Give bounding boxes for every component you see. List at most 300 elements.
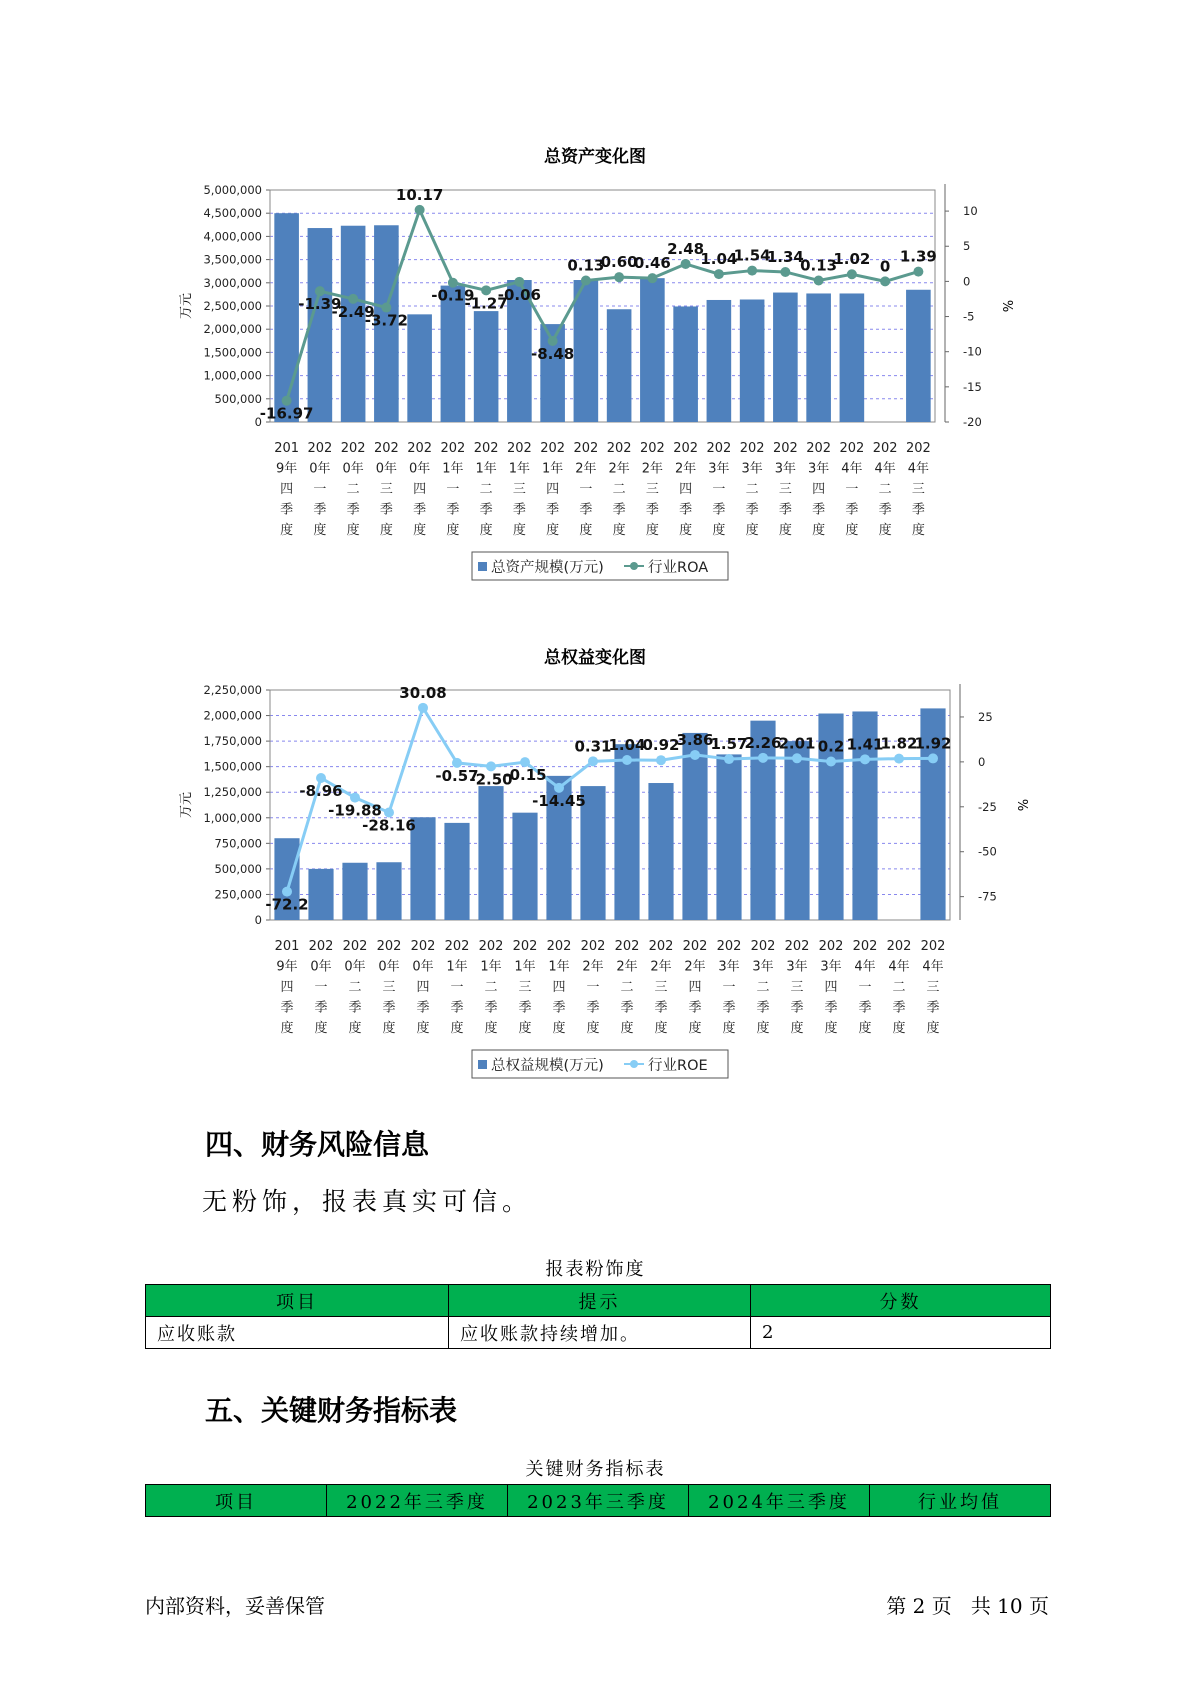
indicator-table-caption: 关键财务指标表 [525,1459,666,1480]
line-point [622,755,632,765]
y2-tick-label: -15 [963,379,982,394]
data-label: -3.72 [364,311,408,330]
x-tick-label: 1年 [541,461,564,477]
bar [784,741,809,920]
x-tick-label: 202 [886,939,912,954]
x-tick-label: 季 [712,502,726,518]
x-tick-label: 3年 [708,461,730,477]
line-point [656,755,666,765]
x-tick-label: 三 [790,980,804,995]
y-tick-label: 250,000 [214,887,262,902]
x-tick-label: 202 [308,939,334,954]
data-label: -2.50 [469,770,513,789]
x-tick-label: 2年 [616,959,638,975]
x-tick-label: 三 [379,482,393,497]
y2-tick-label: -25 [978,799,997,814]
data-label: -0.15 [503,766,547,785]
x-tick-label: 202 [373,441,399,456]
x-tick-label: 2年 [582,959,604,975]
line-point [614,272,624,282]
x-tick-label: 9年 [276,959,298,975]
x-tick-label: 202 [546,939,572,954]
indicator-table-header: 2023年三季度 [508,1485,689,1517]
x-tick-label: 季 [878,502,892,518]
x-tick-label: 202 [784,939,810,954]
x-tick-label: 三 [911,482,925,497]
y-tick-label: 500,000 [214,391,262,406]
x-tick-label: 一 [712,482,726,497]
x-tick-label: 一 [314,980,328,995]
x-tick-label: 季 [479,502,493,518]
x-tick-label: 1年 [508,461,531,477]
bar [444,823,469,920]
x-tick-label: 度 [858,1021,872,1036]
y-axis-label: 万元 [179,791,194,819]
y2-tick-label: 0 [978,754,986,769]
x-tick-label: 三 [926,980,940,995]
y2-tick-label: -50 [978,844,997,859]
legend-line-marker [630,1060,638,1068]
x-tick-label: 季 [512,502,526,518]
y-tick-label: 2,500,000 [203,299,262,313]
y-tick-label: 1,500,000 [203,759,262,774]
y-tick-label: 500,000 [214,861,262,876]
bar [474,311,499,422]
line-point [826,757,836,767]
x-tick-label: 度 [911,523,925,538]
x-tick-label: 三 [518,980,532,995]
x-tick-label: 度 [756,1021,770,1036]
x-tick-label: 一 [450,980,464,995]
data-label: -72.2 [265,895,309,914]
indicator-table-header-row [146,1485,1051,1517]
x-tick-label: 四 [546,482,560,497]
x-tick-label: 2年 [650,959,672,975]
x-tick-label: 202 [673,441,699,456]
x-tick-label: 1年 [442,461,464,477]
total-equity-chart-svg [0,640,1191,1100]
data-label: -8.48 [531,345,575,364]
line-point [747,266,757,276]
x-tick-label: 202 [920,939,946,954]
bar [574,280,599,422]
data-label: 2.26 [744,733,782,752]
x-tick-label: 度 [612,523,626,538]
y-tick-label: 3,000,000 [203,275,262,290]
x-tick-label: 度 [579,523,593,538]
x-tick-label: 202 [580,939,606,954]
x-tick-label: 一 [579,482,593,497]
bar [640,278,665,422]
x-tick-label: 0年 [412,959,434,975]
x-tick-label: 四 [824,980,838,995]
footer-page-number: 第 2 页 共 10 页 [886,1594,1049,1618]
data-label: 2.48 [667,239,705,258]
x-tick-label: 1年 [548,959,570,975]
x-tick-label: 一 [586,980,600,995]
x-tick-label: 202 [905,441,931,456]
data-label: -14.45 [532,791,586,810]
y2-tick-label: -5 [963,309,975,324]
legend-line-marker [630,562,638,570]
x-tick-label: 季 [679,502,693,518]
x-tick-label: 季 [546,502,560,518]
x-tick-label: 201 [274,441,300,456]
line-point [814,275,824,285]
data-label: 0.92 [642,736,680,755]
line-point [894,754,904,764]
x-tick-label: 季 [845,502,859,518]
x-tick-label: 0年 [378,959,400,975]
x-tick-label: 202 [512,939,538,954]
y-tick-label: 2,000,000 [203,708,262,723]
x-tick-label: 季 [484,1000,498,1016]
x-tick-label: 3年 [786,959,808,975]
x-tick-label: 四 [413,482,427,497]
x-tick-label: 202 [376,939,402,954]
y-tick-label: 2,000,000 [203,322,262,337]
x-tick-label: 202 [818,939,844,954]
line-point [588,756,598,766]
legend-bar-swatch [478,562,487,571]
line-point [847,269,857,279]
x-tick-label: 2年 [575,461,597,477]
bar [274,213,299,422]
y2-tick-label: 10 [963,204,978,219]
y2-tick-label: -10 [963,344,982,359]
x-tick-label: 202 [639,441,665,456]
x-tick-label: 度 [679,523,693,538]
x-tick-label: 度 [712,523,726,538]
x-tick-label: 度 [546,523,560,538]
section4-heading: 四、财务风险信息 [205,1128,430,1161]
x-tick-label: 202 [682,939,708,954]
legend-line-label: 行业ROE [648,1058,708,1074]
line-point [581,275,591,285]
x-tick-label: 季 [620,1000,634,1016]
x-tick-label: 4年 [854,959,876,975]
total-assets-chart [0,140,1191,600]
data-label: -0.57 [435,766,479,785]
x-tick-label: 202 [444,939,470,954]
line-point [647,273,657,283]
line-point [418,703,428,713]
line-point [780,267,790,277]
x-tick-label: 三 [654,980,668,995]
bar [478,786,503,920]
x-tick-label: 度 [416,1021,430,1036]
y-tick-label: 4,000,000 [203,229,262,244]
x-tick-label: 202 [407,441,433,456]
x-tick-label: 3年 [741,461,763,477]
indicator-table-header: 项目 [146,1485,327,1517]
x-tick-label: 季 [926,1000,940,1016]
total-equity-chart [0,640,1191,1100]
risk-table-cell: 应收账款 [146,1317,449,1349]
line-point [758,753,768,763]
y-tick-label: 1,500,000 [203,345,262,360]
bar [308,228,333,422]
y-axis-label: 万元 [179,292,194,320]
x-tick-label: 202 [606,441,632,456]
data-label: 1.34 [766,247,804,266]
data-label: -0.19 [431,286,475,305]
x-tick-label: 四 [280,980,294,995]
risk-table [145,1284,1051,1349]
x-tick-label: 度 [450,1021,464,1036]
data-label: 0.60 [600,253,638,272]
section5-heading: 五、关键财务指标表 [205,1394,458,1427]
indicator-table-header: 2024年三季度 [689,1485,870,1517]
x-tick-label: 四 [679,482,693,497]
y-tick-label: 1,000,000 [203,368,262,383]
x-tick-label: 二 [620,980,634,995]
x-tick-label: 202 [872,441,898,456]
x-tick-label: 202 [440,441,466,456]
x-tick-label: 202 [750,939,776,954]
x-tick-label: 度 [314,1021,328,1036]
x-tick-label: 度 [479,523,493,538]
x-tick-label: 度 [512,523,526,538]
risk-table-header: 项目 [146,1285,449,1317]
x-tick-label: 度 [654,1021,668,1036]
table-row [146,1317,1051,1349]
y2-tick-label: -20 [963,415,982,429]
data-label: -1.39 [298,295,342,314]
x-tick-label: 季 [756,1000,770,1016]
x-tick-label: 季 [416,1000,430,1016]
bar [840,293,865,422]
x-tick-label: 季 [518,1000,532,1016]
x-tick-label: 1年 [475,461,497,477]
data-label: 0 [879,257,891,276]
line-point [928,753,938,763]
data-label: 0.2 [817,737,845,756]
x-tick-label: 202 [573,441,599,456]
x-tick-label: 季 [745,502,759,518]
x-tick-label: 季 [654,1000,668,1016]
data-label: 2.01 [778,734,816,753]
x-tick-label: 季 [579,502,593,518]
x-tick-label: 202 [473,441,499,456]
data-label: -8.96 [299,781,343,800]
x-tick-label: 3年 [752,959,774,975]
bar [407,314,432,422]
bar [512,813,537,920]
data-label: 1.82 [880,734,918,753]
x-tick-label: 度 [790,1021,804,1036]
x-tick-label: 季 [612,502,626,518]
y2-axis-label: % [999,299,1014,313]
x-tick-label: 季 [688,1000,702,1016]
x-tick-label: 季 [645,502,659,518]
bar [607,309,632,422]
bar [376,862,401,920]
x-tick-label: 2年 [674,461,697,477]
x-tick-label: 季 [586,1000,600,1016]
x-tick-label: 202 [307,441,333,456]
data-label: 1.41 [846,735,884,754]
line-point [714,269,724,279]
x-tick-label: 202 [716,939,742,954]
data-label: 0.13 [567,256,605,275]
x-tick-label: 三 [778,482,792,497]
legend-bar-label: 总权益规模(万元) [491,1058,604,1074]
x-tick-label: 四 [552,980,566,995]
risk-table-caption: 报表粉饰度 [545,1259,646,1280]
data-label: 1.04 [700,250,738,269]
x-tick-label: 四 [812,482,826,497]
x-tick-label: 季 [280,502,294,518]
y2-tick-label: 5 [963,239,971,254]
bar [716,754,741,920]
x-tick-label: 4年 [888,959,910,975]
x-tick-label: 度 [518,1021,532,1036]
data-label: 1.92 [914,734,952,753]
x-tick-label: 季 [824,1000,838,1016]
x-tick-label: 季 [450,1000,464,1016]
data-label: 1.04 [608,736,646,755]
bar [673,306,698,422]
x-tick-label: 季 [858,1000,872,1016]
x-tick-label: 三 [382,980,396,995]
y-tick-label: 2,250,000 [203,683,262,697]
data-label: 1.02 [833,250,871,269]
x-tick-label: 一 [845,482,859,497]
x-tick-label: 度 [824,1021,838,1036]
x-tick-label: 度 [484,1021,498,1036]
x-tick-label: 3年 [718,959,740,975]
y2-tick-label: 25 [978,709,993,724]
x-tick-label: 4年 [922,959,944,975]
x-tick-label: 季 [379,502,393,518]
bar [342,863,367,920]
chart-title: 总权益变化图 [544,648,646,668]
y-tick-label: 4,500,000 [203,206,262,221]
data-label: -16.97 [259,404,314,423]
x-tick-label: 3年 [820,959,842,975]
x-tick-label: 202 [540,441,566,456]
x-tick-label: 一 [446,482,460,497]
line-point [415,205,425,215]
x-tick-label: 三 [512,482,526,497]
x-tick-label: 季 [382,1000,396,1016]
x-tick-label: 度 [346,523,360,538]
x-tick-label: 季 [892,1000,906,1016]
x-tick-label: 四 [416,980,430,995]
x-tick-label: 1年 [480,959,502,975]
bar [648,783,673,920]
x-tick-label: 2年 [641,461,664,477]
x-tick-label: 3年 [774,461,797,477]
bar [740,300,765,422]
x-tick-label: 度 [280,1021,294,1036]
x-tick-label: 季 [790,1000,804,1016]
x-tick-label: 202 [806,441,832,456]
x-tick-label: 度 [280,523,294,538]
x-tick-label: 度 [812,523,826,538]
x-tick-label: 二 [612,482,626,497]
indicator-table-header: 2022年三季度 [327,1485,508,1517]
bar [341,226,366,422]
x-tick-label: 季 [346,502,360,518]
x-tick-label: 202 [706,441,732,456]
indicator-table-header: 行业均值 [870,1485,1051,1517]
x-tick-label: 一 [313,482,327,497]
x-tick-label: 度 [688,1021,702,1036]
bar [441,286,466,422]
line-point [690,750,700,760]
x-tick-label: 1年 [514,959,536,975]
risk-table-cell: 2 [751,1317,1051,1349]
data-label: -0.06 [497,285,541,304]
x-tick-label: 二 [346,482,360,497]
legend-bar-label: 总资产规模(万元) [491,560,604,576]
x-tick-label: 0年 [310,959,332,975]
line-point [880,276,890,286]
y-tick-label: 1,000,000 [203,810,262,825]
x-tick-label: 度 [645,523,659,538]
data-label: 0.13 [800,256,838,275]
x-tick-label: 四 [688,980,702,995]
x-tick-label: 二 [348,980,362,995]
x-tick-label: 度 [892,1021,906,1036]
data-label: -1.27 [464,294,508,313]
x-tick-label: 度 [620,1021,634,1036]
y-tick-label: 1,750,000 [203,734,262,749]
x-tick-label: 季 [313,502,327,518]
data-label: 1.39 [899,247,937,266]
risk-table-header: 提示 [449,1285,751,1317]
x-tick-label: 二 [756,980,770,995]
x-tick-label: 季 [348,1000,362,1016]
risk-table-header-row [146,1285,1051,1317]
bar [707,300,732,422]
x-tick-label: 四 [280,482,294,497]
x-tick-label: 季 [911,502,925,518]
x-tick-label: 度 [382,1021,396,1036]
chart-title: 总资产变化图 [544,147,646,167]
line-point [724,754,734,764]
y-tick-label: 1,250,000 [203,785,262,800]
x-tick-label: 202 [839,441,865,456]
x-tick-label: 度 [926,1021,940,1036]
x-tick-label: 季 [812,502,826,518]
x-tick-label: 202 [648,939,674,954]
x-tick-label: 201 [274,939,300,954]
bar [806,293,831,422]
data-label: 1.54 [733,246,771,265]
x-tick-label: 二 [479,482,493,497]
y-tick-label: 0 [254,415,262,429]
bar [906,290,931,422]
x-tick-label: 季 [778,502,792,518]
risk-table-cell: 应收账款持续增加。 [449,1317,751,1349]
x-tick-label: 度 [722,1021,736,1036]
data-label: 0.46 [633,254,671,273]
x-tick-label: 度 [348,1021,362,1036]
y-tick-label: 3,500,000 [203,252,262,267]
x-tick-label: 度 [379,523,393,538]
x-tick-label: 度 [878,523,892,538]
x-tick-label: 202 [772,441,798,456]
bar [614,744,639,920]
x-tick-label: 季 [552,1000,566,1016]
data-label: 3.86 [676,730,714,749]
x-tick-label: 202 [852,939,878,954]
x-tick-label: 二 [892,980,906,995]
line-point [913,267,923,277]
